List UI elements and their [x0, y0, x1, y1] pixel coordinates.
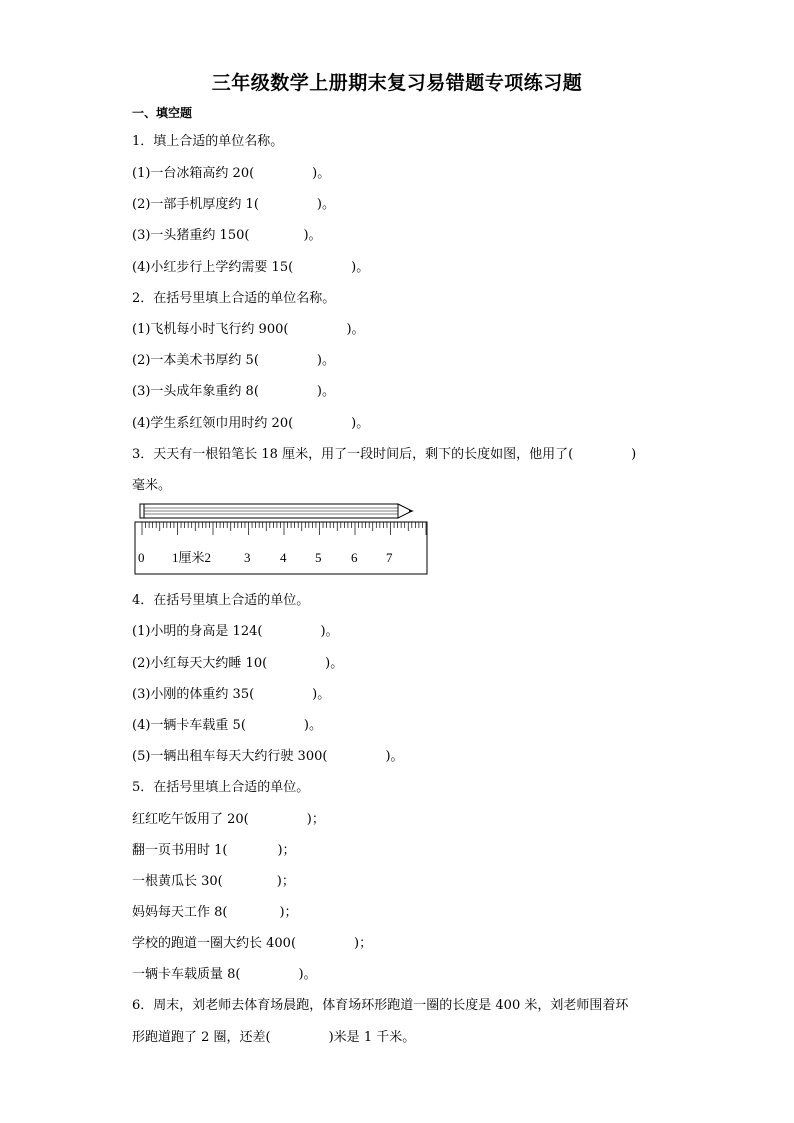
question-4-stem: 4．在括号里填上合适的单位。	[132, 593, 310, 608]
page-title: 三年级数学上册期末复习易错题专项练习题	[211, 72, 583, 94]
question-3-line-2: 毫米。	[132, 478, 172, 493]
question-2-stem: 2．在括号里填上合适的单位名称。	[132, 291, 336, 306]
ruler-label: 4	[280, 550, 287, 565]
question-5-stem: 5．在括号里填上合适的单位。	[132, 780, 310, 795]
question-2-item-2: (2)一本美术书厚约 5( )。	[132, 353, 335, 368]
question-4-item-4: (4)一辆卡车载重 5( )。	[132, 718, 322, 733]
pencil-on-ruler-figure	[134, 500, 430, 576]
question-5-item-3: 一根黄瓜长 30( )；	[132, 874, 295, 889]
section-heading: 一、填空题	[132, 106, 193, 120]
ruler	[135, 522, 427, 574]
question-1-stem: 1．填上合适的单位名称。	[132, 134, 284, 149]
question-4-item-3: (3)小刚的体重约 35( )。	[132, 687, 331, 702]
question-5-item-6: 一辆卡车载质量 8( )。	[132, 967, 317, 982]
pencil-icon	[140, 504, 414, 518]
question-5-item-1: 红红吃午饭用了 20( )；	[132, 812, 325, 827]
question-1-item-1: (1)一台冰箱高约 20( )。	[132, 166, 331, 181]
ruler-label: 6	[351, 550, 358, 565]
question-3-line-1: 3．天天有一根铅笔长 18 厘米，用了一段时间后，剩下的长度如图，他用了( )	[132, 447, 637, 462]
question-1-item-3: (3)一头猪重约 150( )。	[132, 228, 322, 243]
question-5-item-4: 妈妈每天工作 8( )；	[132, 905, 298, 920]
question-5-item-2: 翻一页书用时 1( )；	[132, 843, 296, 858]
question-1-item-4: (4)小红步行上学约需要 15( )。	[132, 260, 370, 275]
question-2-item-4: (4)学生系红领巾用时约 20( )。	[132, 416, 370, 431]
question-2-item-3: (3)一头成年象重约 8( )。	[132, 384, 335, 399]
question-4-item-2: (2)小红每天大约睡 10( )。	[132, 656, 344, 671]
question-2-item-1: (1)飞机每小时飞行约 900( )。	[132, 322, 365, 337]
question-4-item-5: (5)一辆出租车每天大约行驶 300( )。	[132, 749, 404, 764]
question-4-item-1: (1)小明的身高是 124( )。	[132, 624, 339, 639]
question-1-item-2: (2)一部手机厚度约 1( )。	[132, 197, 335, 212]
ruler-label: 0	[138, 550, 145, 565]
ruler-label: 7	[386, 550, 393, 565]
ruler-label: 1厘米2	[172, 550, 212, 565]
question-6-line-2: 形跑道跑了 2 圈，还差( )米是 1 千米。	[132, 1030, 416, 1045]
ruler-label: 3	[244, 550, 251, 565]
ruler-label: 5	[315, 550, 322, 565]
question-5-item-5: 学校的跑道一圈大约长 400( )；	[132, 936, 373, 951]
question-6-line-1: 6．周末，刘老师去体育场晨跑，体育场环形跑道一圈的长度是 400 米，刘老师围着环	[132, 998, 629, 1013]
